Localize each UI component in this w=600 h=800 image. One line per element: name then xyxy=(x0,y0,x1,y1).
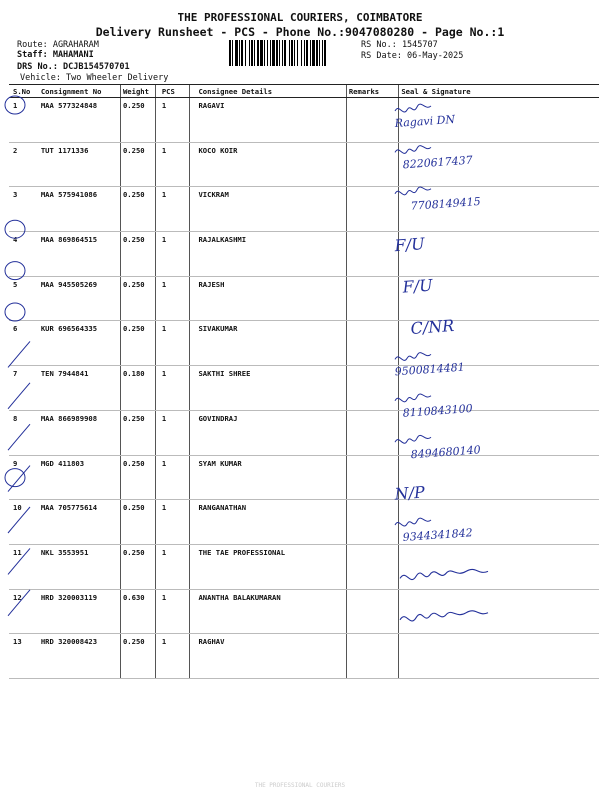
rs-date: RS Date: 06-May-2025 xyxy=(361,51,464,61)
table-row xyxy=(9,142,599,187)
barcode-bar xyxy=(319,40,320,66)
weight-cell: 0.250 xyxy=(120,187,155,232)
weight-cell: 0.250 xyxy=(120,142,155,187)
remarks-cell xyxy=(346,500,399,545)
remarks-cell xyxy=(346,187,399,232)
staff-label: Staff: MAHAMANI xyxy=(17,50,94,60)
signature-cell xyxy=(399,455,599,500)
weight-cell: 0.250 xyxy=(120,321,155,366)
col-header-consignment: Consignment No xyxy=(39,85,121,98)
barcode-bar xyxy=(291,40,293,66)
table-row xyxy=(9,276,599,321)
signature-cell xyxy=(399,142,599,187)
table-row xyxy=(9,187,599,232)
barcode-bar xyxy=(282,40,283,66)
barcode-bar xyxy=(276,40,278,66)
pcs-cell: 1 xyxy=(155,366,190,411)
barcode-bar xyxy=(316,40,318,66)
no-cell: 4 xyxy=(9,232,39,277)
pcs-cell: 1 xyxy=(155,455,190,500)
barcode-bar xyxy=(235,40,238,66)
barcode-bar xyxy=(312,40,315,66)
pcs-cell: 1 xyxy=(155,544,190,589)
rs-number: RS No.: 1545707 xyxy=(361,40,438,50)
no-cell: 11 xyxy=(9,544,39,589)
barcode-bar xyxy=(251,40,253,66)
barcode-bar xyxy=(304,40,305,66)
barcode-bar xyxy=(257,40,259,66)
table-row xyxy=(9,410,599,455)
signature-cell xyxy=(399,634,599,679)
consignee-cell: SYAM KUMAR xyxy=(190,455,346,500)
barcode-bar xyxy=(241,40,243,66)
weight-cell: 0.250 xyxy=(120,232,155,277)
barcode-bar xyxy=(229,40,231,66)
consignee-cell: RAGHAV xyxy=(190,634,346,679)
signature-cell xyxy=(399,544,599,589)
consignee-cell: GOVINDRAJ xyxy=(190,410,346,455)
table-row xyxy=(9,500,599,545)
weight-cell: 0.250 xyxy=(120,634,155,679)
remarks-cell xyxy=(346,321,399,366)
no-cell: 7 xyxy=(9,366,39,411)
signature-cell xyxy=(399,589,599,634)
remarks-cell xyxy=(346,98,399,143)
no-cell: 10 xyxy=(9,500,39,545)
weight-cell: 0.250 xyxy=(120,98,155,143)
weight-cell: 0.250 xyxy=(120,455,155,500)
consignee-cell: THE TAE PROFESSIONAL xyxy=(190,544,346,589)
runsheet-subtitle: Delivery Runsheet - PCS - Phone No.:9047080280 - Page No.:1 xyxy=(95,25,505,39)
barcode-bar xyxy=(267,40,268,66)
vehicle-label: Vehicle: Two Wheeler Delivery xyxy=(20,73,169,83)
consignment-cell: KUR 696564335 xyxy=(39,321,121,366)
consignee-cell: RAJESH xyxy=(190,276,346,321)
barcode-bar xyxy=(264,40,265,66)
barcode-bar xyxy=(272,40,275,66)
handwriting-text: 8494680140 xyxy=(410,443,482,462)
remarks-cell xyxy=(346,366,399,411)
consignment-cell: HRD 320003119 xyxy=(39,589,121,634)
barcode-bar xyxy=(297,40,298,66)
barcode-bar xyxy=(289,40,290,66)
handwriting-text: 9344341842 xyxy=(402,526,474,544)
consignee-cell: SIVAKUMAR xyxy=(190,321,346,366)
barcode-bar xyxy=(324,40,326,66)
signature-cell xyxy=(399,410,599,455)
weight-cell: 0.250 xyxy=(120,544,155,589)
weight-cell: 0.250 xyxy=(120,500,155,545)
consignment-cell: HRD 320008423 xyxy=(39,634,121,679)
barcode-bar xyxy=(249,40,250,66)
consignment-cell: MAA 869864515 xyxy=(39,232,121,277)
handwriting-text: 8110843100 xyxy=(402,401,474,420)
consignment-cell: MAA 945505269 xyxy=(39,276,121,321)
signature-cell xyxy=(399,276,599,321)
pcs-cell: 1 xyxy=(155,276,190,321)
col-header-pcs: PCS xyxy=(155,85,190,98)
table-row xyxy=(9,589,599,634)
barcode-bar xyxy=(232,40,233,66)
remarks-cell xyxy=(346,455,399,500)
pcs-cell: 1 xyxy=(155,589,190,634)
barcode-bar xyxy=(279,40,280,66)
consignee-cell: RANGANATHAN xyxy=(190,500,346,545)
table-row xyxy=(9,321,599,366)
consignment-cell: MAA 705775614 xyxy=(39,500,121,545)
barcode-bar xyxy=(270,40,271,66)
table-row xyxy=(9,634,599,679)
consignment-cell: TUT 1171336 xyxy=(39,142,121,187)
consignment-cell: MGD 411803 xyxy=(39,455,121,500)
pcs-cell: 1 xyxy=(155,232,190,277)
handwriting-text: C/NR xyxy=(409,315,455,338)
remarks-cell xyxy=(346,276,399,321)
barcode-bar xyxy=(306,40,308,66)
no-cell: 1 xyxy=(9,98,39,143)
table-row xyxy=(9,98,599,143)
signature-cell xyxy=(399,232,599,277)
weight-cell: 0.180 xyxy=(120,366,155,411)
no-cell: 9 xyxy=(9,455,39,500)
pcs-cell: 1 xyxy=(155,142,190,187)
consignee-cell: RAJALKASHMI xyxy=(190,232,346,277)
signature-cell xyxy=(399,500,599,545)
signature-cell xyxy=(399,98,599,143)
handwriting-text: N/P xyxy=(393,482,426,504)
handwriting-text: 9500814481 xyxy=(394,360,466,379)
consignment-cell: MAA 575941086 xyxy=(39,187,121,232)
no-cell: 8 xyxy=(9,410,39,455)
remarks-cell xyxy=(346,410,399,455)
no-cell: 3 xyxy=(9,187,39,232)
consignment-cell: NKL 3553951 xyxy=(39,544,121,589)
table-row xyxy=(9,544,599,589)
weight-cell: 0.250 xyxy=(120,410,155,455)
remarks-cell xyxy=(346,232,399,277)
table-row xyxy=(9,455,599,500)
pcs-cell: 1 xyxy=(155,500,190,545)
signature-cell xyxy=(399,366,599,411)
barcode xyxy=(228,40,354,66)
barcode-bar xyxy=(254,40,255,66)
consignment-cell: TEN 7944841 xyxy=(39,366,121,411)
remarks-cell xyxy=(346,589,399,634)
consignee-cell: KOCO KOIR xyxy=(190,142,346,187)
pcs-cell: 1 xyxy=(155,321,190,366)
route-label: Route: AGRAHARAM xyxy=(17,40,99,50)
weight-cell: 0.630 xyxy=(120,589,155,634)
no-cell: 13 xyxy=(9,634,39,679)
pcs-cell: 1 xyxy=(155,98,190,143)
pcs-cell: 1 xyxy=(155,634,190,679)
barcode-bar xyxy=(245,40,246,66)
no-cell: 12 xyxy=(9,589,39,634)
remarks-cell xyxy=(346,544,399,589)
remarks-cell xyxy=(346,634,399,679)
handwriting-text: F/U xyxy=(393,234,426,256)
col-header-no: S.No xyxy=(9,85,39,98)
consignee-cell: VICKRAM xyxy=(190,187,346,232)
barcode-bar xyxy=(284,40,286,66)
no-cell: 5 xyxy=(9,276,39,321)
consignee-cell: SAKTHI SHREE xyxy=(190,366,346,411)
handwriting-text: 7708149415 xyxy=(410,194,482,213)
no-cell: 6 xyxy=(9,321,39,366)
consignment-cell: MAA 866989908 xyxy=(39,410,121,455)
page-footer: THE PROFESSIONAL COURIERS xyxy=(254,782,346,789)
signature-cell xyxy=(399,187,599,232)
consignment-cell: MAA 577324848 xyxy=(39,98,121,143)
col-header-signature: Seal & Signature xyxy=(399,85,599,98)
handwriting-text: 8220617437 xyxy=(402,153,474,172)
col-header-weight: Weight xyxy=(120,85,155,98)
barcode-bar xyxy=(260,40,263,66)
company-title: THE PROFESSIONAL COURIERS, COIMBATORE xyxy=(177,11,423,24)
remarks-cell xyxy=(346,142,399,187)
barcode-bar xyxy=(322,40,323,66)
table-row xyxy=(9,366,599,411)
drs-number: DRS No.: DCJB154570701 xyxy=(17,62,130,72)
runsheet-table xyxy=(9,84,599,679)
barcode-bar xyxy=(239,40,240,66)
no-cell: 2 xyxy=(9,142,39,187)
col-header-remarks: Remarks xyxy=(346,85,399,98)
handwriting-text: Ragavi DN xyxy=(394,112,456,130)
table-header-row xyxy=(9,85,599,98)
barcode-bar xyxy=(310,40,311,66)
consignee-cell: RAGAVI xyxy=(190,98,346,143)
weight-cell: 0.250 xyxy=(120,276,155,321)
pcs-cell: 1 xyxy=(155,187,190,232)
pcs-cell: 1 xyxy=(155,410,190,455)
col-header-details: Consignee Details xyxy=(190,85,346,98)
barcode-bar xyxy=(294,40,295,66)
handwriting-text: F/U xyxy=(401,275,434,297)
barcode-bar xyxy=(301,40,302,66)
consignee-cell: ANANTHA BALAKUMARAN xyxy=(190,589,346,634)
signature-cell xyxy=(399,321,599,366)
table-row xyxy=(9,232,599,277)
